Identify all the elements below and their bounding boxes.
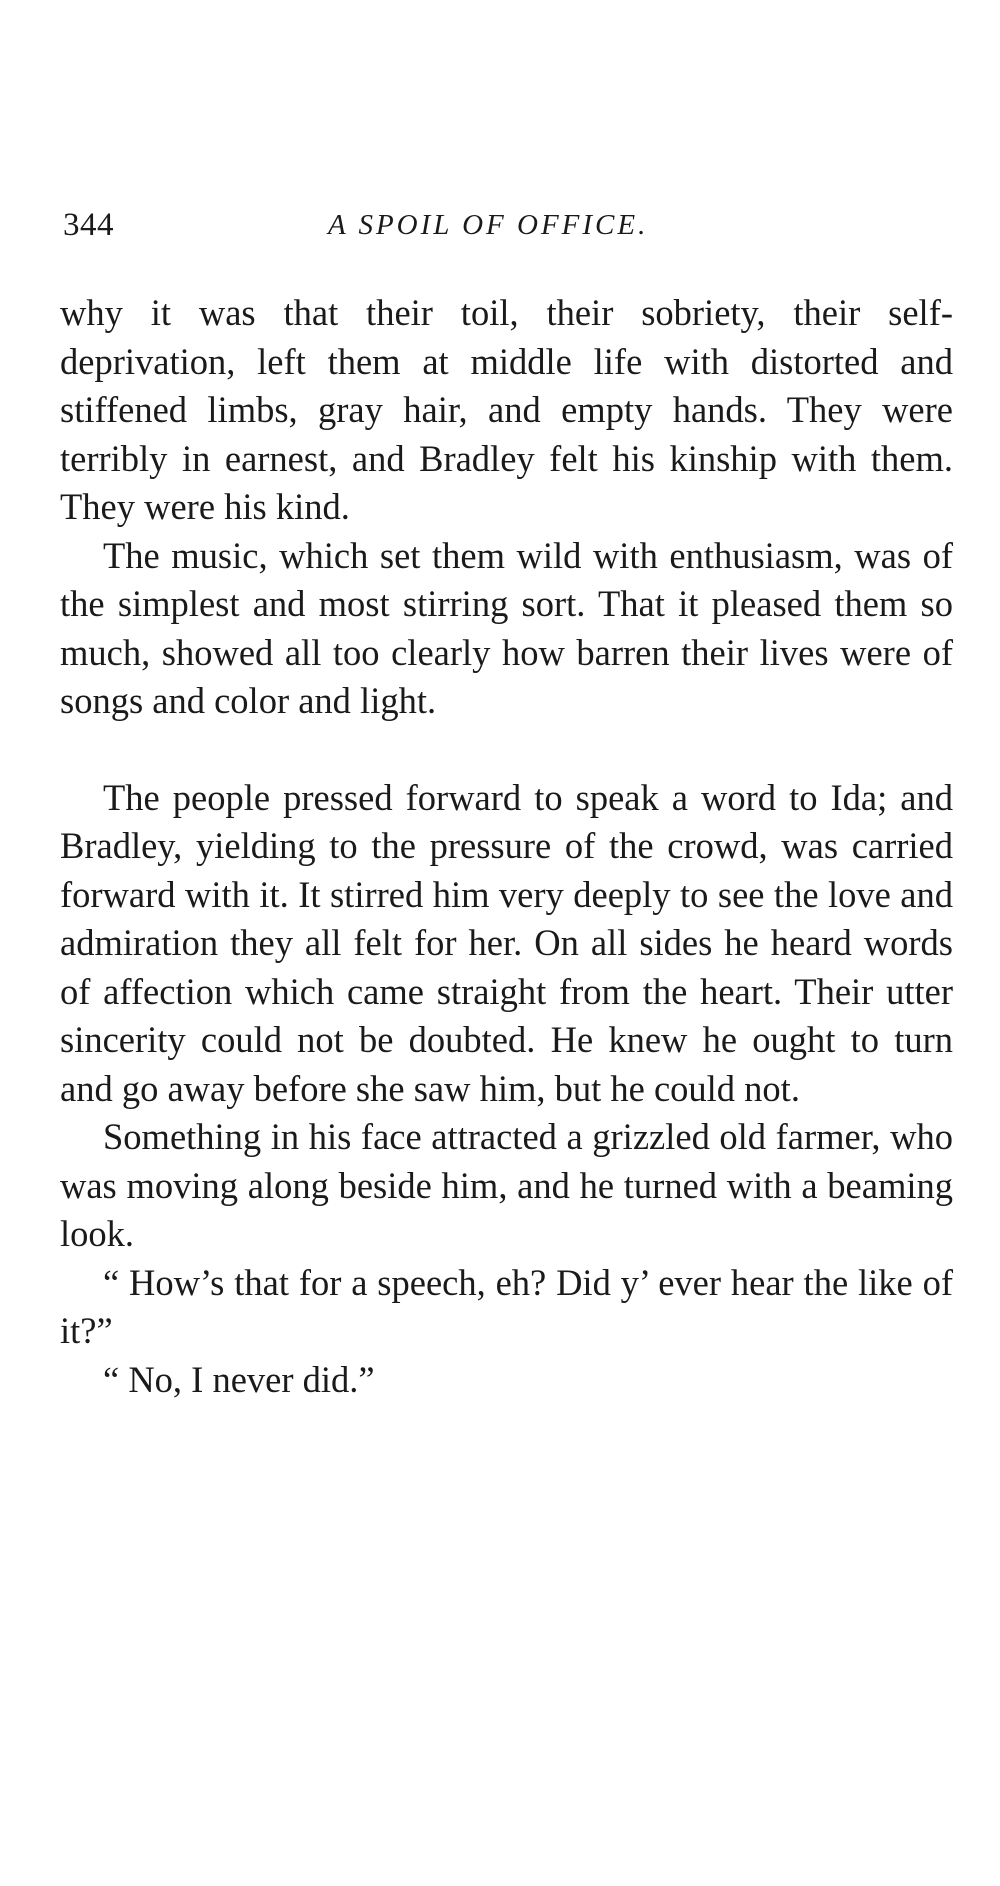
paragraph-farmer: Something in his face attracted a grizzled old farmer, who was moving along beside him, and he turned with a beaming look. [60, 1116, 953, 1254]
running-head [63, 203, 953, 247]
paragraph-music: The music, which set them wild with enthusiasm, was of the simplest and most stirring sort. That it pleased them so much, showed all too clearly how barren their lives were of songs and color and light. [60, 534, 953, 721]
paragraph-continuation: why it was that their toil, their sobriety, their self-deprivation, left them at middle life with distorted and stiffened limbs, gray hair, and empty hands. They were terribly in earnest, and Bradley felt his kinship with them. They were his kind. [60, 292, 953, 527]
paragraph-crowd: The people pressed forward to speak a word to Ida; and Bradley, yielding to the pressure of the crowd, was carried forward with it. It stirred him very deeply to see the love and admiration they all felt for her. On all sides he heard words of affection which came straight from the heart. Their utter sincerity could not be doubted. He knew he ought to turn and go away before she saw him, but he could not. [60, 776, 953, 1109]
running-title: A SPOIL OF OFFICE. [328, 209, 649, 241]
paragraph-dialogue-question: “ How’s that for a speech, eh? Did y’ ever hear the like of it?” [60, 1261, 953, 1351]
paragraph-dialogue-answer: “ No, I never did.” [103, 1358, 375, 1400]
page-number: 344 [63, 207, 114, 243]
body-text [60, 289, 953, 1404]
